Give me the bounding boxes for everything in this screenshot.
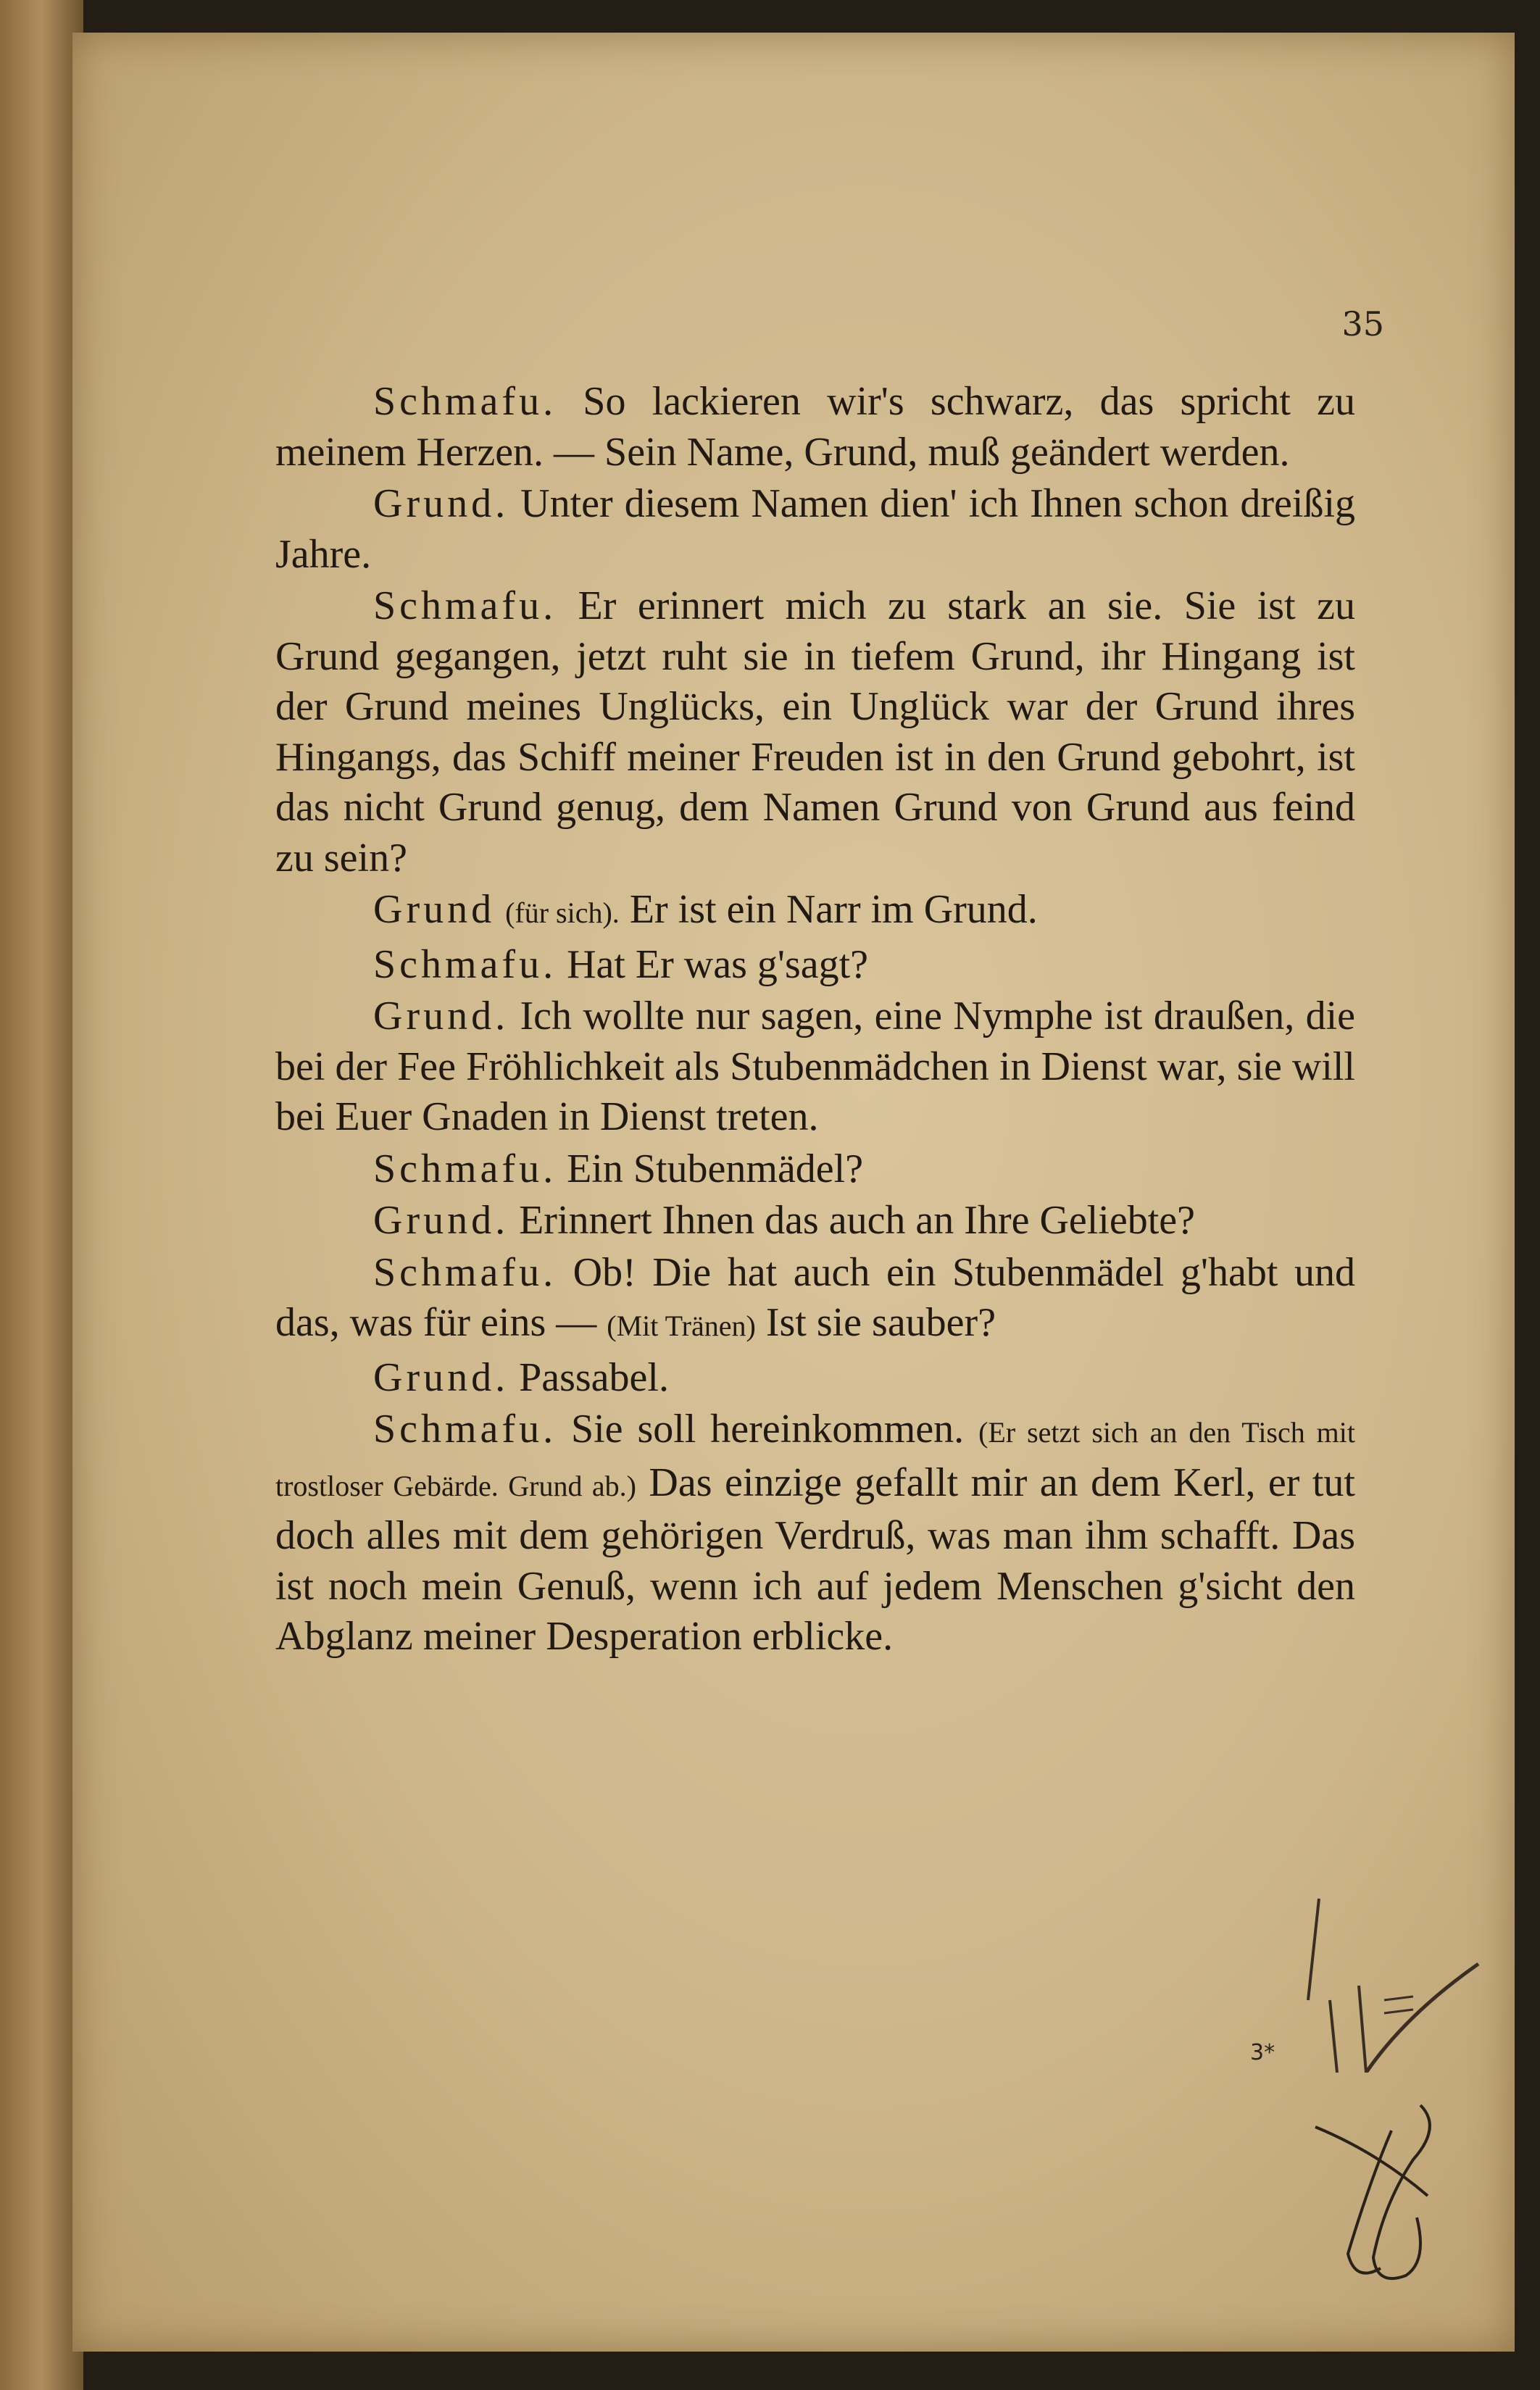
- stage-direction: (für sich).: [505, 896, 620, 929]
- speech: So lackieren wir's schwarz, das spricht zu meinem Herzen. — Sein Name, Grund, muß geändert werden.: [275, 379, 1355, 475]
- speech: Er erinnert mich zu stark an sie. Sie ist zu Grund gegangen, jetzt ruht sie in tiefem Grund, ihr Hingang ist der Grund meines Unglücks, ein Unglück war der Grund ihres Hingangs, das Schiff meiner Freuden ist in den Grund gebohrt, ist das nicht Grund genug, dem Namen Grund von Grund aus feind zu sein?: [275, 583, 1355, 880]
- paragraph: [275, 885, 1355, 938]
- speaker-name: Grund: [373, 887, 496, 932]
- signature-mark: 3*: [1250, 2040, 1275, 2065]
- speech: Passabel.: [509, 1354, 669, 1400]
- paragraph: [275, 1248, 1355, 1352]
- speaker-name: Grund.: [373, 994, 509, 1038]
- speech-continued: Ist sie sauber?: [755, 1300, 996, 1345]
- speech-continued: Das einzige gefallt mir an dem Kerl, er tut doch alles mit dem gehörigen Verdruß, was man ihm schafft. Das ist noch mein Genuß, wenn ich auf jedem Menschen g'sicht den Abglanz meiner Desperation erblicke.: [275, 1460, 1355, 1659]
- paragraph: [275, 377, 1355, 478]
- paragraph: [275, 1196, 1355, 1246]
- previous-page-edge: [0, 0, 83, 2390]
- speaker-name: Schmafu.: [373, 583, 557, 628]
- speech: Ein Stubenmädel?: [557, 1146, 864, 1191]
- paragraph: [275, 991, 1355, 1143]
- stage-direction: (Mit Tränen): [607, 1309, 756, 1342]
- speech: Er ist ein Narr im Grund.: [619, 887, 1038, 932]
- speech: Hat Er was g'sagt?: [557, 941, 869, 987]
- speaker-name: Grund.: [373, 1198, 509, 1243]
- speech: Unter diesem Namen dien' ich Ihnen schon dreißig Jahre.: [275, 481, 1355, 577]
- paragraph: [275, 1404, 1355, 1662]
- handwritten-88-icon: [1304, 2102, 1449, 2290]
- paragraph: [275, 1144, 1355, 1195]
- paragraph: [275, 479, 1355, 580]
- speaker-name: Schmafu.: [373, 1249, 557, 1295]
- pencil-check-mark-icon: [1304, 1855, 1493, 2073]
- speech: Ich wollte nur sagen, eine Nymphe ist draußen, die bei der Fee Fröhlichkeit als Stubenmädchen in Dienst war, sie will bei Euer Gnaden in Dienst treten.: [275, 994, 1355, 1139]
- speech: Erinnert Ihnen das auch an Ihre Geliebte?: [509, 1198, 1195, 1243]
- speaker-name: Schmafu.: [373, 1407, 557, 1452]
- paragraph: [275, 940, 1355, 991]
- speaker-name: Grund.: [373, 481, 509, 526]
- speaker-name: Schmafu.: [373, 379, 557, 424]
- speaker-name: Schmafu.: [373, 1146, 557, 1191]
- dialogue-text: [275, 377, 1355, 1664]
- paragraph: [275, 1353, 1355, 1404]
- speech: Sie soll hereinkommen.: [557, 1407, 965, 1452]
- paragraph: [275, 581, 1355, 883]
- stage-direction: (Er setzt sich an den Tisch mit trostloser Gebärde. Grund ab.): [275, 1416, 1356, 1502]
- speech: Ob! Die hat auch ein Stubenmädel g'habt und das, was für eins —: [275, 1249, 1355, 1345]
- speaker-name: Grund.: [373, 1354, 509, 1400]
- page-number: 35: [1341, 304, 1384, 343]
- speaker-name: Schmafu.: [373, 941, 557, 987]
